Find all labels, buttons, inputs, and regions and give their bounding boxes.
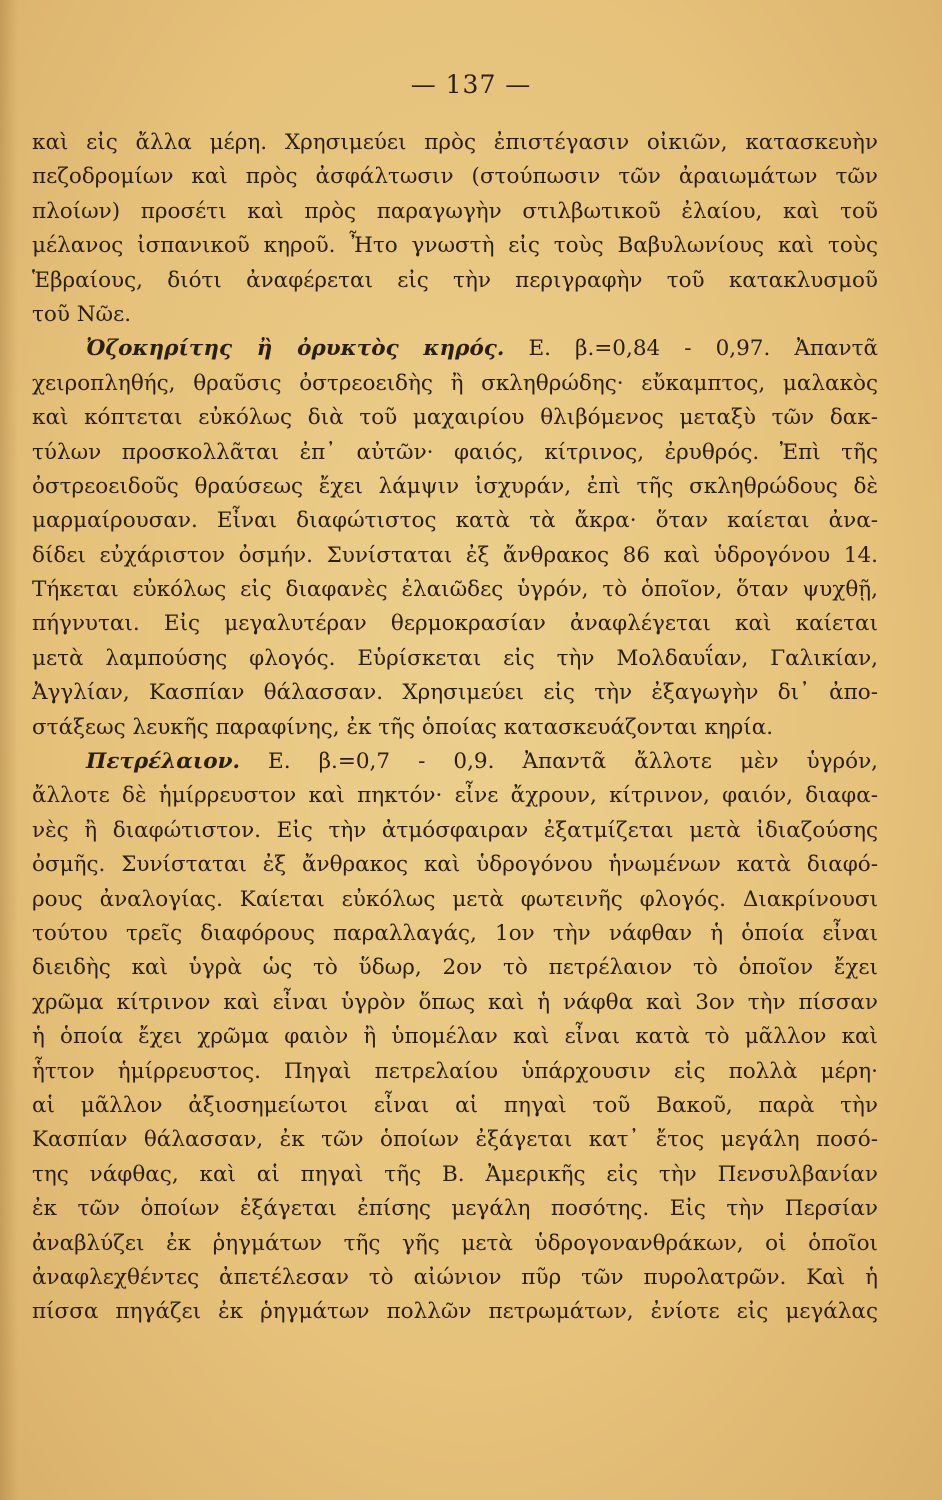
line-text: μετὰ λαμπούσης φλογός. Εὑρίσκεται εἰς τὴν Μολδαυΐαν, Γαλικίαν,	[32, 645, 878, 671]
line-text: ἐκ τῶν ὁποίων ἐξάγεται ἐπίσης μεγάλη ποσότης. Εἰς τὴν Περσίαν	[32, 1196, 878, 1222]
text-line	[32, 779, 878, 813]
line-text: ἧττον ἡμίρρευστος. Πηγαὶ πετρελαίου ὑπάρχουσιν εἰς πολλὰ μέρη·	[32, 1058, 878, 1084]
line-text: νὲς ἢ διαφώτιστον. Εἰς τὴν ἀτμόσφαιραν ἐξατμίζεται μετὰ ἰδιαζούσης	[32, 817, 878, 843]
text-line	[32, 951, 878, 985]
line-text: πήγνυται. Εἰς μεγαλυτέραν θερμοκρασίαν ἀναφλέγεται καὶ καίεται	[32, 611, 878, 637]
line-text: ἀναβλύζει ἐκ ῥηγμάτων τῆς γῆς μετὰ ὑδρογονανθράκων, οἱ ὁποῖοι	[32, 1230, 878, 1256]
text-line	[32, 539, 878, 573]
text-line	[32, 1192, 878, 1226]
line-text: ὀστρεοειδοῦς θραύσεως ἔχει λάμψιν ἰσχυράν, ἐπὶ τῆς σκληθρώδους δὲ	[32, 473, 878, 499]
line-text: χειροπληθής, θραῦσις ὀστρεοειδὴς ἢ σκληθρώδης· εὔκαμπτος, μαλακὸς	[32, 370, 878, 396]
text-line	[32, 642, 878, 676]
text-line	[32, 160, 878, 194]
line-text: της νάφθας, καὶ αἱ πηγαὶ τῆς Β. Ἀμερικῆς εἰς τὴν Πενσυλβανίαν	[32, 1161, 878, 1187]
text-line	[32, 745, 878, 779]
text-line	[32, 848, 878, 882]
text-line	[32, 1158, 878, 1192]
text-line	[32, 264, 878, 298]
line-text: Τήκεται εὐκόλως εἰς διαφανὲς ἐλαιῶδες ὑγρόν, τὸ ὁποῖον, ὅταν ψυχθῇ,	[32, 577, 878, 603]
line-text: Κασπίαν θάλασσαν, ἐκ τῶν ὁποίων ἐξάγεται κατ᾽ ἔτος μεγάλη ποσό-	[32, 1127, 878, 1153]
line-text: ὀσμῆς. Συνίσταται ἐξ ἄνθρακος καὶ ὑδρογόνου ἡνωμένων κατὰ διαφό-	[32, 852, 878, 878]
text-line	[32, 573, 878, 607]
line-text: πίσσα πηγάζει ἐκ ῥηγμάτων πολλῶν πετρωμάτων, ἐνίοτε εἰς μεγάλας	[32, 1299, 878, 1325]
line-text: αἱ μᾶλλον ἀξιοσημείωτοι εἶναι αἱ πηγαὶ τοῦ Βακοῦ, παρὰ τὴν	[32, 1092, 878, 1118]
text-line	[32, 195, 878, 229]
text-line	[32, 436, 878, 470]
line-text: Ἀγγλίαν, Κασπίαν θάλασσαν. Χρησιμεύει εἰς τὴν ἐξαγωγὴν δι᾽ ἀπο-	[32, 680, 878, 706]
text-line	[32, 986, 878, 1020]
text-line	[32, 676, 878, 710]
text-line	[32, 470, 878, 504]
line-text: ρους ἀναλογίας. Καίεται εὐκόλως μετὰ φωτεινῆς φλογός. Διακρίνουσι	[32, 886, 878, 912]
line-text: πεζοδρομίων καὶ πρὸς ἀσφάλτωσιν (στούπωσιν τῶν ἀραιωμάτων τῶν	[32, 164, 878, 190]
text-line	[32, 917, 878, 951]
text-line	[32, 814, 878, 848]
line-text: στάξεως λευκῆς παραφίνης, ἐκ τῆς ὁποίας κατασκευάζονται κηρία.	[32, 714, 774, 740]
text-line	[32, 229, 878, 263]
text-line	[32, 1227, 878, 1261]
line-text: διειδὴς καὶ ὑγρὰ ὡς τὸ ὕδωρ, 2ον τὸ πετρέλαιον τὸ ὁποῖον ἔχει	[32, 955, 878, 981]
text-line	[32, 711, 878, 745]
text-line	[32, 1089, 878, 1123]
line-text: μαρμαίρουσαν. Εἶναι διαφώτιστος κατὰ τὰ ἄκρα· ὅταν καίεται ἀνα-	[32, 508, 878, 534]
entry-term: Πετρέλαιον.	[86, 749, 240, 775]
page-number: — 137 —	[410, 70, 532, 99]
text-line	[32, 504, 878, 538]
text-line	[32, 401, 878, 435]
text-line	[32, 1123, 878, 1157]
page-gutter-shadow	[0, 0, 18, 1500]
line-text: καὶ κόπτεται εὐκόλως διὰ τοῦ μαχαιρίου θλιβόμενος μεταξὺ τῶν δακ-	[32, 405, 878, 431]
line-text: δίδει εὐχάριστον ὀσμήν. Συνίσταται ἐξ ἄνθρακος 86 καὶ ὑδρογόνου 14.	[32, 542, 878, 568]
text-line	[32, 883, 878, 917]
entry-term: Ὀζοκηρίτης ἢ ὀρυκτὸς κηρός.	[86, 336, 505, 362]
line-text: τούτου τρεῖς διαφόρους παραλλαγάς, 1ον τὴν νάφθαν ἡ ὁποία εἶναι	[32, 920, 878, 946]
text-line	[32, 1055, 878, 1089]
text-line	[32, 367, 878, 401]
text-line	[32, 1261, 878, 1295]
line-text: ἡ ὁποία ἔχει χρῶμα φαιὸν ἢ ὑπομέλαν καὶ εἶναι κατὰ τὸ μᾶλλον καὶ	[32, 1024, 878, 1050]
text-line	[32, 332, 878, 366]
text-line	[32, 298, 878, 332]
line-text: μέλανος ἰσπανικοῦ κηροῦ. Ἦτο γνωστὴ εἰς τοὺς Βαβυλωνίους καὶ τοὺς	[32, 233, 878, 259]
line-text: Ε. β.=0,7 - 0,9. Ἀπαντᾶ ἄλλοτε μὲν ὑγρόν,	[240, 749, 878, 775]
line-text: τοῦ Νῶε.	[32, 301, 132, 327]
text-line	[32, 607, 878, 641]
text-line	[32, 1295, 878, 1329]
text-line	[32, 1020, 878, 1054]
line-text: Ἑβραίους, διότι ἀναφέρεται εἰς τὴν περιγραφὴν τοῦ κατακλυσμοῦ	[32, 267, 878, 293]
line-text: ἀναφλεχθέντες ἀπετέλεσαν τὸ αἰώνιον πῦρ τῶν πυρολατρῶν. Καὶ ἡ	[32, 1264, 878, 1290]
line-text: πλοίων) προσέτι καὶ πρὸς παραγωγὴν στιλβωτικοῦ ἐλαίου, καὶ τοῦ	[32, 198, 878, 224]
line-text: Ε. β.=0,84 - 0,97. Ἀπαντᾶ	[504, 336, 878, 362]
body-text	[32, 126, 878, 1330]
line-text: ἄλλοτε δὲ ἡμίρρευστον καὶ πηκτόν· εἶνε ἄχρουν, κίτρινον, φαιόν, διαφα-	[32, 783, 878, 809]
line-text: καὶ εἰς ἄλλα μέρη. Χρησιμεύει πρὸς ἐπιστέγασιν οἰκιῶν, κατασκευὴν	[32, 130, 878, 155]
text-line	[32, 126, 878, 160]
line-text: τύλων προσκολλᾶται ἐπ᾽ αὐτῶν· φαιός, κίτρινος, ἐρυθρός. Ἐπὶ τῆς	[32, 439, 878, 465]
line-text: χρῶμα κίτρινον καὶ εἶναι ὑγρὸν ὅπως καὶ ἡ νάφθα καὶ 3ον τὴν πίσσαν	[32, 989, 878, 1015]
